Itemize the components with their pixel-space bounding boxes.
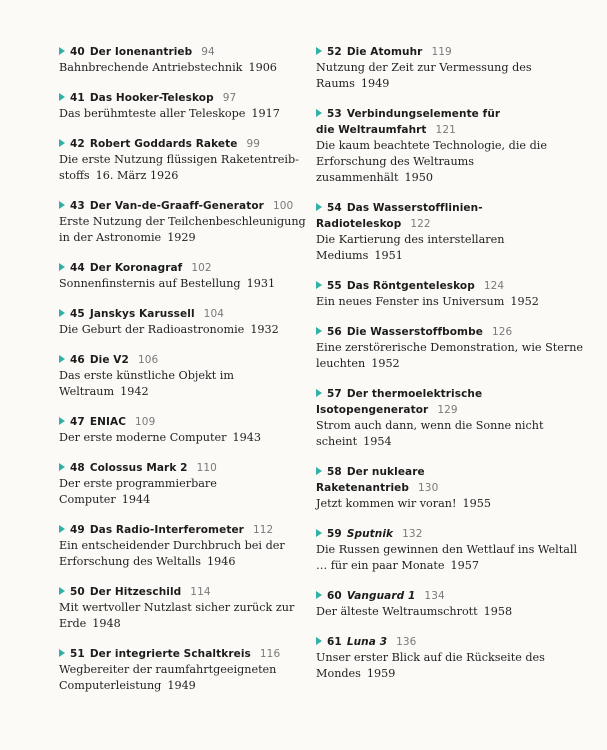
- chapter-year: 1943: [232, 431, 261, 444]
- triangle-bullet-icon: [59, 355, 65, 363]
- description-text: Das berühmteste aller Teleskope: [59, 107, 246, 120]
- chapter-title: Der Ionenantrieb: [89, 46, 193, 58]
- toc-entry-heading: [316, 464, 516, 496]
- chapter-number: 40: [70, 46, 85, 58]
- toc-entry[interactable]: [59, 584, 309, 632]
- page-number: 112: [252, 524, 274, 536]
- chapter-number: 41: [70, 92, 85, 104]
- toc-entry-heading: [316, 588, 516, 604]
- chapter-number: 54: [327, 202, 342, 214]
- description-text: Ein neues Fenster ins Universum: [316, 295, 505, 308]
- description-text: Sonnenfinsternis auf Bestellung: [59, 277, 241, 290]
- description-text: Strom auch dann, wenn die Sonne nicht scheint: [316, 419, 544, 448]
- chapter-description: [316, 650, 586, 682]
- chapter-description: [316, 232, 586, 264]
- chapter-year: 1917: [251, 107, 280, 120]
- chapter-number: 51: [70, 648, 85, 660]
- toc-entry-heading: [59, 584, 309, 600]
- page-number: 121: [435, 124, 456, 136]
- triangle-bullet-icon: [59, 201, 65, 209]
- toc-entry[interactable]: [59, 198, 309, 246]
- toc-entry[interactable]: [59, 460, 309, 508]
- chapter-description: [59, 430, 309, 446]
- toc-entry-heading: [316, 386, 516, 418]
- chapter-number: 59: [327, 528, 342, 540]
- chapter-description: [316, 340, 586, 372]
- chapter-description: [316, 138, 586, 186]
- chapter-title: Robert Goddards Rakete: [89, 138, 238, 150]
- toc-entry-heading: [316, 278, 516, 294]
- toc-column-left: [59, 44, 309, 694]
- toc-entry[interactable]: [316, 386, 586, 450]
- chapter-title: Verbindungselemente für die Weltraumfahrt: [316, 108, 501, 136]
- page-number: 122: [410, 218, 431, 230]
- triangle-bullet-icon: [316, 389, 322, 397]
- description-text: Unser erster Blick auf die Rückseite des Mondes: [316, 651, 545, 680]
- chapter-title: Janskys Karussell: [89, 308, 195, 320]
- page-number: 106: [137, 354, 159, 366]
- chapter-description: [316, 542, 586, 574]
- triangle-bullet-icon: [316, 47, 322, 55]
- triangle-bullet-icon: [59, 139, 65, 147]
- toc-entry[interactable]: [316, 588, 586, 620]
- chapter-title: Die V2: [89, 354, 129, 366]
- triangle-bullet-icon: [316, 529, 322, 537]
- triangle-bullet-icon: [316, 467, 322, 475]
- chapter-year: 1957: [450, 559, 480, 572]
- toc-column-right: [316, 44, 586, 682]
- toc-entry[interactable]: [316, 526, 586, 574]
- triangle-bullet-icon: [316, 327, 322, 335]
- toc-entry[interactable]: [59, 90, 309, 122]
- chapter-year: 1932: [250, 323, 279, 336]
- triangle-bullet-icon: [59, 417, 65, 425]
- chapter-description: [59, 600, 309, 632]
- page-number: 110: [196, 462, 217, 474]
- chapter-year: 1955: [462, 497, 491, 510]
- chapter-title: Sputnik: [346, 528, 394, 540]
- page-number: 100: [272, 200, 294, 212]
- chapter-description: [59, 152, 309, 184]
- toc-entry[interactable]: [59, 260, 309, 292]
- triangle-bullet-icon: [59, 587, 65, 595]
- chapter-number: 46: [70, 354, 85, 366]
- toc-entry[interactable]: [59, 306, 309, 338]
- toc-entry-heading: [59, 198, 309, 214]
- chapter-description: [59, 662, 309, 694]
- chapter-description: [316, 60, 586, 92]
- chapter-number: 49: [70, 524, 85, 536]
- toc-entry[interactable]: [316, 106, 586, 186]
- toc-entry-heading: [59, 136, 309, 152]
- chapter-number: 56: [327, 326, 342, 338]
- chapter-year: 1958: [483, 605, 513, 618]
- chapter-title: Die Atomuhr: [346, 46, 423, 58]
- page-number: 132: [402, 528, 423, 540]
- description-text: Die Geburt der Radioastronomie: [59, 323, 245, 336]
- chapter-title: Colossus Mark 2: [89, 462, 188, 474]
- toc-entry[interactable]: [316, 464, 586, 512]
- toc-entry[interactable]: [59, 136, 309, 184]
- chapter-year: 1949: [167, 679, 196, 692]
- chapter-year: 1954: [363, 435, 392, 448]
- toc-entry-heading: [59, 44, 309, 60]
- toc-entry[interactable]: [59, 522, 309, 570]
- chapter-number: 55: [327, 280, 342, 292]
- page-number: 97: [222, 92, 237, 104]
- chapter-title: Die Wasserstoffbombe: [346, 326, 483, 338]
- description-text: Die Russen gewinnen den Wettlauf ins Weltall … für ein paar Monate: [316, 543, 578, 572]
- toc-entry[interactable]: [59, 414, 309, 446]
- description-text: Die kaum beachtete Technologie, die die Erforschung des Weltraums zusammenhält: [316, 139, 547, 184]
- description-text: Wegbereiter der raumfahrtgeeigneten Computerleistung: [59, 663, 277, 692]
- triangle-bullet-icon: [59, 649, 65, 657]
- description-text: Der älteste Weltraumschrott: [316, 605, 478, 618]
- chapter-description: [59, 276, 309, 292]
- chapter-title: Der Hitzeschild: [89, 586, 182, 598]
- toc-entry-heading: [316, 324, 516, 340]
- page-number: 126: [491, 326, 513, 338]
- chapter-description: [316, 496, 586, 512]
- page-number: 124: [483, 280, 505, 292]
- page-number: 134: [424, 590, 445, 602]
- chapter-number: 53: [327, 108, 342, 120]
- chapter-year: 1948: [92, 617, 121, 630]
- chapter-number: 57: [327, 388, 342, 400]
- chapter-title: Das Wasserstofflinien-Radioteleskop: [316, 202, 483, 230]
- chapter-title: ENIAC: [89, 416, 127, 428]
- triangle-bullet-icon: [316, 281, 322, 289]
- chapter-title: Der thermoelektrische Isotopengenerator: [316, 388, 483, 416]
- toc-entry-heading: [59, 522, 309, 538]
- triangle-bullet-icon: [316, 203, 322, 211]
- toc-entry-heading: [59, 260, 309, 276]
- chapter-year: 1959: [366, 667, 396, 680]
- chapter-number: 52: [327, 46, 342, 58]
- toc-entry-heading: [316, 200, 516, 232]
- chapter-title: Der Koronagraf: [89, 262, 183, 274]
- description-text: Der erste programmierbare Computer: [59, 477, 217, 506]
- triangle-bullet-icon: [59, 309, 65, 317]
- triangle-bullet-icon: [316, 109, 322, 117]
- chapter-title: Der Van-de-Graaff-Generator: [89, 200, 264, 212]
- chapter-year: 1951: [374, 249, 403, 262]
- chapter-title: Vanguard 1: [346, 590, 416, 602]
- toc-entry-heading: [316, 106, 516, 138]
- toc-entry[interactable]: [316, 634, 586, 682]
- chapter-number: 42: [70, 138, 85, 150]
- description-text: Die Kartierung des interstellaren Mediums: [316, 233, 505, 262]
- description-text: Jetzt kommen wir voran!: [316, 497, 457, 510]
- chapter-description: [59, 476, 309, 508]
- toc-entry-heading: [59, 460, 309, 476]
- description-text: Eine zerstörerische Demonstration, wie Sterne leuchten: [316, 341, 584, 370]
- chapter-year: 1950: [404, 171, 433, 184]
- toc-entry[interactable]: [316, 44, 586, 92]
- toc-entry-heading: [316, 44, 516, 60]
- page-number: 119: [431, 46, 452, 58]
- chapter-title: Der nukleare Raketenantrieb: [316, 466, 425, 494]
- description-text: Ein entscheidender Durchbruch bei der Erforschung des Weltalls: [59, 539, 285, 568]
- toc-entry[interactable]: [59, 352, 309, 400]
- chapter-description: [316, 604, 586, 620]
- toc-entry[interactable]: [316, 324, 586, 372]
- chapter-year: 1952: [510, 295, 539, 308]
- toc-entry[interactable]: [316, 278, 586, 310]
- chapter-title: Luna 3: [346, 636, 388, 648]
- chapter-description: [59, 538, 309, 570]
- chapter-year: 1906: [248, 61, 277, 74]
- description-text: Die erste Nutzung flüssigen Raketentreib-stoffs: [59, 153, 299, 182]
- chapter-year: 1952: [371, 357, 400, 370]
- triangle-bullet-icon: [59, 525, 65, 533]
- page-number: 130: [418, 482, 439, 494]
- chapter-number: 43: [70, 200, 85, 212]
- toc-entry-heading: [316, 526, 516, 542]
- chapter-description: [59, 106, 309, 122]
- triangle-bullet-icon: [59, 263, 65, 271]
- chapter-number: 60: [327, 590, 342, 602]
- chapter-title: Das Hooker-Teleskop: [89, 92, 214, 104]
- triangle-bullet-icon: [59, 463, 65, 471]
- page-number: 114: [190, 586, 211, 598]
- triangle-bullet-icon: [316, 591, 322, 599]
- chapter-number: 48: [70, 462, 85, 474]
- chapter-number: 58: [327, 466, 342, 478]
- toc-entry-heading: [59, 352, 309, 368]
- toc-entry[interactable]: [316, 200, 586, 264]
- page-number: 129: [437, 404, 458, 416]
- chapter-description: [59, 322, 309, 338]
- chapter-title: Der integrierte Schaltkreis: [89, 648, 251, 660]
- chapter-year: 1946: [207, 555, 236, 568]
- chapter-title: Das Röntgenteleskop: [346, 280, 475, 292]
- toc-entry-heading: [59, 414, 309, 430]
- page-number: 109: [135, 416, 156, 428]
- toc-entry-heading: [59, 646, 309, 662]
- chapter-number: 44: [70, 262, 85, 274]
- chapter-description: [316, 418, 586, 450]
- triangle-bullet-icon: [316, 637, 322, 645]
- chapter-year: 1931: [246, 277, 276, 290]
- toc-entry-heading: [316, 634, 516, 650]
- description-text: Mit wertvoller Nutzlast sicher zurück zur Erde: [59, 601, 295, 630]
- description-text: Der erste moderne Computer: [59, 431, 227, 444]
- toc-entry[interactable]: [59, 646, 309, 694]
- chapter-number: 50: [70, 586, 85, 598]
- chapter-number: 45: [70, 308, 85, 320]
- description-text: Nutzung der Zeit zur Vermessung des Raums: [316, 61, 532, 90]
- chapter-number: 61: [327, 636, 342, 648]
- chapter-description: [59, 60, 309, 76]
- page-number: 99: [246, 138, 261, 150]
- toc-entry-heading: [59, 306, 309, 322]
- chapter-number: 47: [70, 416, 85, 428]
- description-text: Das erste künstliche Objekt im Weltraum: [59, 369, 234, 398]
- page-number: 136: [396, 636, 417, 648]
- page-number: 104: [203, 308, 225, 320]
- toc-entry-heading: [59, 90, 309, 106]
- chapter-title: Das Radio-Interferometer: [89, 524, 244, 536]
- toc-entry[interactable]: [59, 44, 309, 76]
- chapter-year: 1944: [121, 493, 151, 506]
- description-text: Erste Nutzung der Teilchenbeschleunigung in der Astronomie: [59, 215, 306, 244]
- page-number: 116: [259, 648, 281, 660]
- chapter-year: 1949: [360, 77, 390, 90]
- chapter-description: [59, 368, 309, 400]
- description-text: Bahnbrechende Antriebstechnik: [59, 61, 243, 74]
- triangle-bullet-icon: [59, 47, 65, 55]
- page-number: 94: [201, 46, 215, 58]
- chapter-year: 1929: [167, 231, 196, 244]
- chapter-description: [59, 214, 309, 246]
- page-number: 102: [191, 262, 212, 274]
- chapter-year: 16. März 1926: [95, 169, 179, 182]
- chapter-description: [316, 294, 586, 310]
- chapter-year: 1942: [120, 385, 149, 398]
- triangle-bullet-icon: [59, 93, 65, 101]
